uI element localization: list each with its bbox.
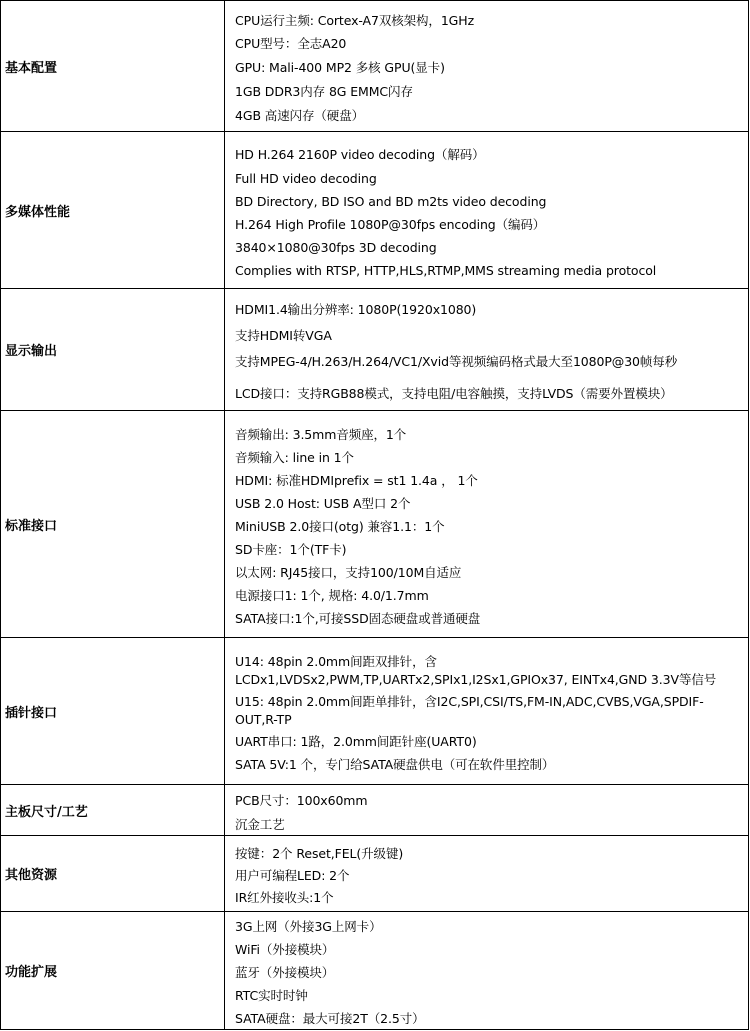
spec-line: U15: 48pin 2.0mm间距单排针，含I2C,SPI,CSI/TS,FM-IN,ADC,CVBS,VGA,SPDIF-OUT,R-TP: [235, 694, 704, 727]
spec-line: 4GB 高速闪存（硬盘）: [235, 108, 364, 123]
spec-values: [225, 289, 749, 411]
spec-line: 音频输入: line in 1个: [235, 449, 354, 465]
spec-line: 支持HDMI转VGA: [235, 328, 332, 343]
spec-line: HD H.264 2160P video decoding（解码）: [235, 146, 485, 162]
spec-line: LCD接口：支持RGB88模式，支持电阻/电容触摸，支持LVDS（需要外置模块）: [235, 386, 673, 401]
section-expansion: [1, 912, 749, 1030]
spec-line: Full HD video decoding: [235, 170, 377, 186]
spec-values: [225, 1, 749, 132]
section-board-size: [1, 785, 749, 836]
spec-line: 蓝牙（外接模块）: [235, 965, 335, 980]
category-label: 其他资源: [1, 836, 225, 912]
spec-line: CPU型号：全志A20: [235, 36, 347, 51]
spec-line: CPU运行主频: Cortex-A7双核架构，1GHz: [235, 13, 475, 28]
category-label: 多媒体性能: [1, 132, 225, 289]
spec-line: PCB尺寸：100x60mm: [235, 792, 368, 808]
spec-values: [225, 836, 749, 912]
spec-values: [225, 638, 749, 785]
spec-line: BD Directory, BD ISO and BD m2ts video decoding: [235, 193, 547, 209]
category-label: 显示输出: [1, 289, 225, 411]
spec-line: SATA 5V:1 个，专门给SATA硬盘供电（可在软件里控制）: [235, 757, 555, 772]
category-label: 基本配置: [1, 1, 225, 132]
spec-line: U14: 48pin 2.0mm间距双排针，含LCDx1,LVDSx2,PWM,TP,UARTx2,SPIx1,I2Sx1,GPIOx37, EINTx4,GND 3.3V等信号: [235, 654, 717, 687]
spec-line: UART串口: 1路，2.0mm间距针座(UART0): [235, 734, 477, 749]
section-pin-headers: [1, 638, 749, 785]
section-multimedia: [1, 132, 749, 289]
spec-line: 1GB DDR3内存 8G EMMC闪存: [235, 84, 413, 99]
category-label: 功能扩展: [1, 912, 225, 1030]
spec-line: Complies with RTSP, HTTP,HLS,RTMP,MMS streaming media protocol: [235, 262, 657, 278]
category-label: 插针接口: [1, 638, 225, 785]
spec-line: 电源接口1: 1个, 规格: 4.0/1.7mm: [235, 587, 429, 603]
section-standard-ports: [1, 411, 749, 638]
spec-line: 支持MPEG-4/H.263/H.264/VC1/Xvid等视频编码格式最大至1080P@30帧每秒: [235, 354, 678, 369]
spec-values: [225, 411, 749, 638]
spec-line: SATA接口:1个,可接SSD固态硬盘或普通硬盘: [235, 610, 481, 626]
spec-line: 音频输出: 3.5mm音频座，1个: [235, 426, 407, 442]
category-label: 主板尺寸/工艺: [1, 785, 225, 836]
spec-line: SATA硬盘：最大可接2T（2.5寸）: [235, 1011, 425, 1026]
spec-line: IR红外接收头:1个: [235, 890, 334, 905]
spec-values: [225, 785, 749, 836]
spec-line: H.264 High Profile 1080P@30fps encoding（编码）: [235, 216, 546, 232]
spec-line: USB 2.0 Host: USB A型口 2个: [235, 495, 411, 511]
section-basic-config: [1, 1, 749, 132]
spec-line: 用户可编程LED: 2个: [235, 868, 350, 883]
spec-line: HDMI1.4输出分辨率: 1080P(1920x1080): [235, 302, 477, 317]
section-other-resources: [1, 836, 749, 912]
spec-line: SD卡座：1个(TF卡): [235, 541, 347, 557]
spec-values: [225, 912, 749, 1030]
spec-values: [225, 132, 749, 289]
spec-line: 3G上网（外接3G上网卡）: [235, 919, 382, 934]
category-label: 标准接口: [1, 411, 225, 638]
spec-line: HDMI: 标准HDMIprefix = st1 1.4a ， 1个: [235, 472, 478, 488]
spec-line: RTC实时时钟: [235, 988, 308, 1003]
spec-line: 按键：2个 Reset,FEL(升级键): [235, 846, 404, 861]
spec-line: 沉金工艺: [235, 816, 285, 832]
section-display-output: [1, 289, 749, 411]
spec-line: GPU: Mali-400 MP2 多核 GPU(显卡): [235, 60, 445, 75]
spec-line: MiniUSB 2.0接口(otg) 兼容1.1：1个: [235, 518, 445, 534]
spec-line: 3840×1080@30fps 3D decoding: [235, 239, 437, 255]
spec-line: 以太网: RJ45接口，支持100/10M自适应: [235, 564, 462, 580]
spec-line: WiFi（外接模块）: [235, 942, 335, 957]
